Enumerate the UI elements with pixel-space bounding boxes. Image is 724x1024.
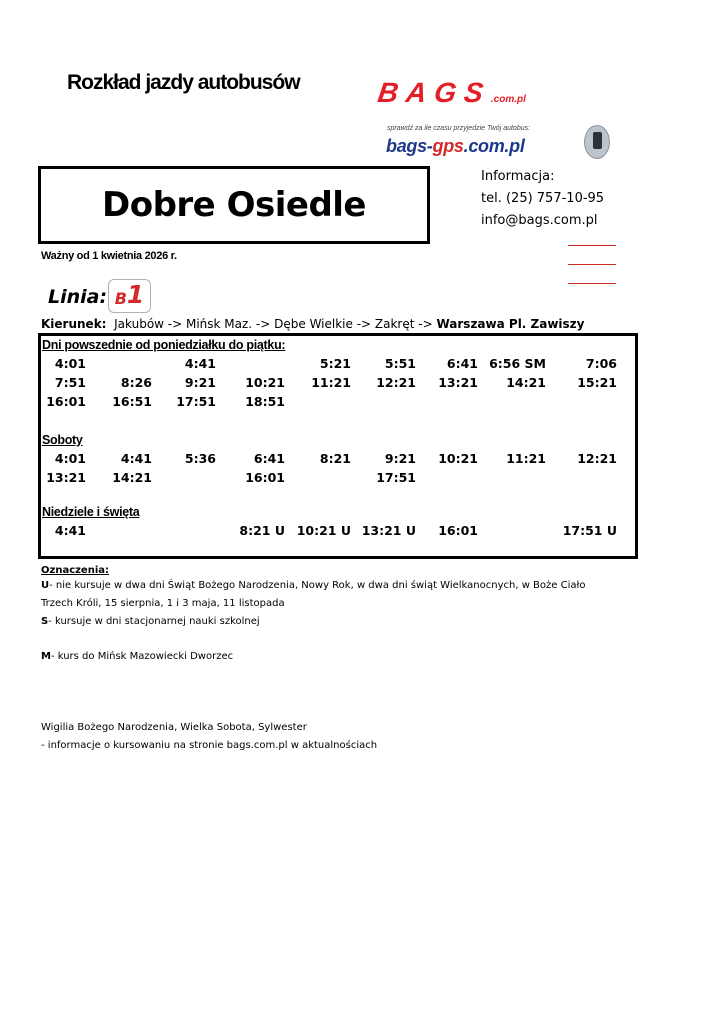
- departure-time: 9:21: [184, 375, 216, 390]
- stop-name-box: [38, 166, 430, 244]
- departure-time: 17:51: [176, 394, 216, 409]
- line-prefix: B: [114, 289, 127, 308]
- departure-time: 10:21: [245, 375, 285, 390]
- red-divider: [568, 245, 616, 246]
- logo-main: BAGS: [375, 77, 494, 108]
- departure-time: 8:21: [319, 451, 351, 466]
- legend-m: [41, 651, 233, 662]
- legend-u-code: U: [41, 580, 50, 591]
- direction-destination: Warszawa Pl. Zawiszy: [436, 317, 585, 331]
- gps-url: [386, 136, 525, 157]
- departure-time: 11:21: [311, 375, 351, 390]
- gps-url-red: gps: [432, 136, 464, 156]
- stop-name: Dobre Osiedle: [102, 185, 366, 225]
- legend-m-code: M: [41, 651, 51, 662]
- direction-route: Jakubów -> Mińsk Maz. -> Dębe Wielkie -> Zakręt ->: [114, 317, 433, 331]
- departure-time: 5:51: [384, 356, 416, 371]
- bags-logo: [375, 77, 642, 108]
- departure-time: 6:56 SM: [489, 356, 546, 371]
- legend-s: [41, 616, 260, 627]
- page-title: Rozkład jazdy autobusów: [67, 71, 300, 94]
- departure-time: 16:51: [112, 394, 152, 409]
- departure-time: 13:21 U: [361, 523, 416, 538]
- departure-time: 11:21: [506, 451, 546, 466]
- contact-info: [481, 166, 604, 232]
- legend-heading: Oznaczenia:: [41, 565, 110, 576]
- holiday-note-2: - informacje o kursowaniu na stronie bags.com.pl w aktualnościach: [41, 740, 378, 751]
- departure-time: 16:01: [46, 394, 86, 409]
- departure-time: 16:01: [245, 470, 285, 485]
- section-heading: Soboty: [42, 433, 83, 447]
- departure-time: 12:21: [376, 375, 416, 390]
- departure-time: 8:21 U: [239, 523, 285, 538]
- gps-banner: [384, 124, 616, 162]
- departure-time: 13:21: [46, 470, 86, 485]
- departure-time: 4:41: [120, 451, 152, 466]
- smartphone-icon: [584, 125, 610, 159]
- red-divider: [568, 283, 616, 284]
- timetable: [38, 333, 638, 559]
- direction: [41, 317, 585, 331]
- departure-time: 7:51: [54, 375, 86, 390]
- departure-time: 13:21: [438, 375, 478, 390]
- departure-time: 10:21 U: [296, 523, 351, 538]
- red-divider: [568, 264, 616, 265]
- departure-time: 4:01: [54, 356, 86, 371]
- departure-time: 8:26: [120, 375, 152, 390]
- section-heading: Niedziele i święta: [42, 505, 140, 519]
- departure-time: 10:21: [438, 451, 478, 466]
- legend-u-text: - nie kursuje w dwa dni Świąt Bożego Narodzenia, Nowy Rok, w dwa dni świąt Wielkanocnych, w Boże Ciało: [49, 580, 586, 591]
- gps-tagline: sprawdź za ile czasu przyjedzie Twój autobus:: [387, 125, 531, 132]
- legend-s-code: S: [41, 616, 49, 627]
- info-label: Informacja:: [481, 169, 555, 184]
- logo-suffix: .com.pl: [490, 94, 526, 105]
- departure-time: 4:41: [184, 356, 216, 371]
- departure-time: 5:21: [319, 356, 351, 371]
- departure-time: 4:01: [54, 451, 86, 466]
- holiday-note-1: Wigilia Bożego Narodzenia, Wielka Sobota, Sylwester: [41, 722, 307, 733]
- info-phone: tel. (25) 757-10-95: [481, 191, 605, 206]
- departure-time: 15:21: [577, 375, 617, 390]
- departure-time: 9:21: [384, 451, 416, 466]
- departure-time: 5:36: [184, 451, 216, 466]
- line-number: 1: [126, 280, 145, 309]
- legend-m-text: - kurs do Mińsk Mazowiecki Dworzec: [50, 651, 234, 662]
- departure-time: 14:21: [112, 470, 152, 485]
- valid-from: Ważny od 1 kwietnia 2026 r.: [41, 250, 177, 262]
- gps-url-right: .com.pl: [463, 136, 525, 156]
- line-label: Linia:: [48, 286, 108, 308]
- info-email: info@bags.com.pl: [481, 213, 598, 228]
- legend-u-cont: Trzech Króli, 15 sierpnia, 1 i 3 maja, 11 listopada: [41, 598, 285, 609]
- departure-time: 6:41: [446, 356, 478, 371]
- legend-u: [41, 580, 585, 591]
- section-heading: Dni powszednie od poniedziałku do piątku:: [42, 338, 286, 352]
- departure-time: 16:01: [438, 523, 478, 538]
- departure-time: 6:41: [253, 451, 285, 466]
- departure-time: 18:51: [245, 394, 285, 409]
- legend-s-text: - kursuje w dni stacjonarnej nauki szkolnej: [48, 616, 260, 627]
- departure-time: 7:06: [585, 356, 617, 371]
- departure-time: 12:21: [577, 451, 617, 466]
- gps-url-left: bags-: [386, 136, 433, 156]
- departure-time: 14:21: [506, 375, 546, 390]
- line-badge: [108, 279, 151, 313]
- departure-time: 4:41: [54, 523, 86, 538]
- departure-time: 17:51 U: [562, 523, 617, 538]
- direction-label: Kierunek:: [41, 317, 107, 331]
- departure-time: 17:51: [376, 470, 416, 485]
